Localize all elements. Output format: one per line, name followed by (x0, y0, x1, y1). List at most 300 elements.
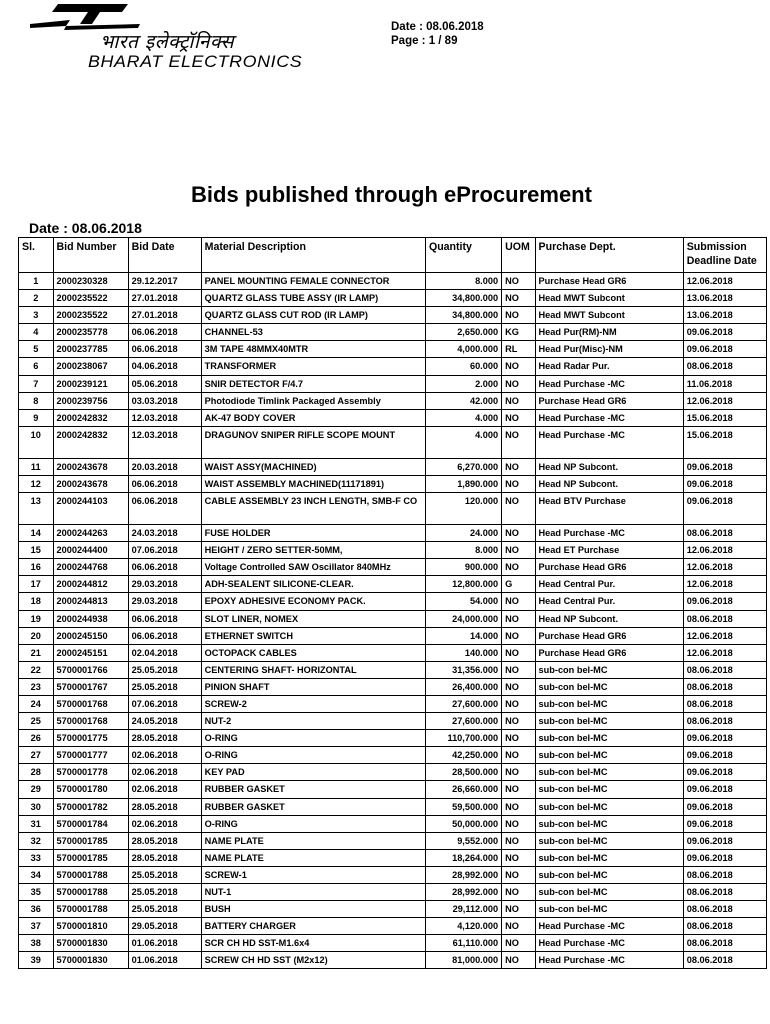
table-row (19, 576, 767, 593)
cell-quantity: 54.000 (425, 593, 501, 610)
cell-purchase-dept: Head NP Subcont. (535, 610, 683, 627)
page-title: Bids published through eProcurement (191, 182, 592, 207)
cell-purchase-dept: sub-con bel-MC (535, 832, 683, 849)
cell-purchase-dept: Head Pur(Misc)-NM (535, 341, 683, 358)
cell-bid-date: 25.05.2018 (128, 678, 201, 695)
cell-bid-date: 29.05.2018 (128, 918, 201, 935)
cell-quantity: 9,552.000 (425, 832, 501, 849)
header-date: Date : 08.06.2018 (391, 21, 484, 33)
cell-material-description: TRANSFORMER (201, 358, 425, 375)
cell-quantity: 4.000 (425, 409, 501, 426)
table-row (19, 426, 767, 458)
table-row (19, 918, 767, 935)
cell-uom: NO (502, 713, 535, 730)
cell-submission-deadline: 08.06.2018 (683, 952, 766, 969)
cell-quantity: 31,356.000 (425, 661, 501, 678)
cell-sl: 36 (19, 901, 54, 918)
cell-bid-date: 24.05.2018 (128, 713, 201, 730)
cell-material-description: O-RING (201, 747, 425, 764)
cell-quantity: 900.000 (425, 559, 501, 576)
cell-sl: 31 (19, 815, 54, 832)
table-row (19, 644, 767, 661)
cell-purchase-dept: sub-con bel-MC (535, 901, 683, 918)
header-submission-deadline: Submission Deadline Date (683, 238, 766, 273)
header-purchase-dept: Purchase Dept. (535, 238, 683, 273)
table-row (19, 798, 767, 815)
cell-sl: 23 (19, 678, 54, 695)
cell-uom: NO (502, 559, 535, 576)
table-row (19, 610, 767, 627)
cell-submission-deadline: 11.06.2018 (683, 375, 766, 392)
cell-bid-number: 2000244938 (53, 610, 128, 627)
cell-submission-deadline: 15.06.2018 (683, 409, 766, 426)
header-quantity: Quantity (425, 238, 501, 273)
cell-material-description: KEY PAD (201, 764, 425, 781)
cell-purchase-dept: Head NP Subcont. (535, 458, 683, 475)
cell-purchase-dept: Head Radar Pur. (535, 358, 683, 375)
cell-purchase-dept: Head NP Subcont. (535, 475, 683, 492)
cell-uom: NO (502, 832, 535, 849)
cell-bid-number: 2000244812 (53, 576, 128, 593)
cell-bid-date: 25.05.2018 (128, 661, 201, 678)
cell-quantity: 61,110.000 (425, 935, 501, 952)
table-row (19, 290, 767, 307)
cell-material-description: Voltage Controlled SAW Oscillator 840MHz (201, 559, 425, 576)
cell-bid-number: 5700001788 (53, 884, 128, 901)
cell-bid-date: 06.06.2018 (128, 341, 201, 358)
cell-purchase-dept: sub-con bel-MC (535, 678, 683, 695)
cell-purchase-dept: sub-con bel-MC (535, 815, 683, 832)
cell-bid-number: 5700001830 (53, 952, 128, 969)
cell-bid-date: 12.03.2018 (128, 426, 201, 458)
cell-material-description: FUSE HOLDER (201, 525, 425, 542)
cell-material-description: SLOT LINER, NOMEX (201, 610, 425, 627)
cell-material-description: DRAGUNOV SNIPER RIFLE SCOPE MOUNT (201, 426, 425, 458)
cell-purchase-dept: Purchase Head GR6 (535, 273, 683, 290)
cell-quantity: 34,800.000 (425, 307, 501, 324)
cell-quantity: 26,660.000 (425, 781, 501, 798)
cell-purchase-dept: Head Purchase -MC (535, 375, 683, 392)
table-row (19, 815, 767, 832)
cell-submission-deadline: 09.06.2018 (683, 730, 766, 747)
cell-bid-date: 06.06.2018 (128, 627, 201, 644)
cell-sl: 39 (19, 952, 54, 969)
cell-submission-deadline: 08.06.2018 (683, 935, 766, 952)
cell-sl: 16 (19, 559, 54, 576)
cell-bid-number: 2000239121 (53, 375, 128, 392)
cell-uom: NO (502, 764, 535, 781)
cell-purchase-dept: sub-con bel-MC (535, 781, 683, 798)
cell-purchase-dept: Purchase Head GR6 (535, 627, 683, 644)
table-row (19, 866, 767, 883)
cell-submission-deadline: 09.06.2018 (683, 781, 766, 798)
table-row (19, 781, 767, 798)
cell-purchase-dept: sub-con bel-MC (535, 798, 683, 815)
cell-bid-number: 2000242832 (53, 426, 128, 458)
cell-sl: 19 (19, 610, 54, 627)
bids-table (18, 237, 767, 969)
bel-logo (30, 4, 340, 74)
cell-purchase-dept: Purchase Head GR6 (535, 644, 683, 661)
cell-material-description: QUARTZ GLASS CUT ROD (IR LAMP) (201, 307, 425, 324)
cell-bid-date: 07.06.2018 (128, 542, 201, 559)
cell-sl: 15 (19, 542, 54, 559)
cell-quantity: 12,800.000 (425, 576, 501, 593)
logo-hindi-text: भारत इलेक्ट्रॉनिक्स (100, 31, 235, 53)
cell-submission-deadline: 09.06.2018 (683, 747, 766, 764)
cell-bid-number: 2000245150 (53, 627, 128, 644)
cell-bid-number: 5700001785 (53, 849, 128, 866)
cell-material-description: WAIST ASSY(MACHINED) (201, 458, 425, 475)
cell-material-description: WAIST ASSEMBLY MACHINED(11171891) (201, 475, 425, 492)
cell-purchase-dept: Head Purchase -MC (535, 525, 683, 542)
cell-submission-deadline: 13.06.2018 (683, 307, 766, 324)
cell-uom: NO (502, 644, 535, 661)
report-date: Date : 08.06.2018 (29, 220, 142, 236)
cell-purchase-dept: Head Pur(RM)-NM (535, 324, 683, 341)
cell-submission-deadline: 13.06.2018 (683, 290, 766, 307)
logo-english-text: BHARAT ELECTRONICS (88, 52, 303, 71)
cell-bid-number: 5700001830 (53, 935, 128, 952)
cell-uom: NO (502, 678, 535, 695)
cell-purchase-dept: sub-con bel-MC (535, 764, 683, 781)
cell-bid-number: 2000239756 (53, 392, 128, 409)
cell-bid-number: 2000243678 (53, 458, 128, 475)
cell-material-description: BUSH (201, 901, 425, 918)
cell-bid-date: 27.01.2018 (128, 290, 201, 307)
cell-material-description: 3M TAPE 48MMX40MTR (201, 341, 425, 358)
cell-quantity: 2.000 (425, 375, 501, 392)
cell-purchase-dept: Head ET Purchase (535, 542, 683, 559)
cell-material-description: PANEL MOUNTING FEMALE CONNECTOR (201, 273, 425, 290)
cell-bid-date: 02.04.2018 (128, 644, 201, 661)
cell-sl: 29 (19, 781, 54, 798)
table-row (19, 409, 767, 426)
cell-quantity: 29,112.000 (425, 901, 501, 918)
cell-purchase-dept: sub-con bel-MC (535, 884, 683, 901)
cell-quantity: 50,000.000 (425, 815, 501, 832)
cell-submission-deadline: 09.06.2018 (683, 849, 766, 866)
cell-bid-date: 29.03.2018 (128, 593, 201, 610)
cell-submission-deadline: 12.06.2018 (683, 542, 766, 559)
cell-quantity: 14.000 (425, 627, 501, 644)
cell-sl: 37 (19, 918, 54, 935)
cell-bid-number: 2000235522 (53, 290, 128, 307)
cell-quantity: 28,500.000 (425, 764, 501, 781)
cell-bid-number: 2000230328 (53, 273, 128, 290)
cell-bid-date: 28.05.2018 (128, 730, 201, 747)
cell-submission-deadline: 12.06.2018 (683, 559, 766, 576)
cell-submission-deadline: 08.06.2018 (683, 525, 766, 542)
cell-quantity: 110,700.000 (425, 730, 501, 747)
cell-uom: NO (502, 358, 535, 375)
cell-quantity: 27,600.000 (425, 695, 501, 712)
cell-uom: RL (502, 341, 535, 358)
table-row (19, 661, 767, 678)
cell-bid-number: 5700001785 (53, 832, 128, 849)
cell-bid-date: 05.06.2018 (128, 375, 201, 392)
table-row (19, 593, 767, 610)
cell-sl: 33 (19, 849, 54, 866)
cell-quantity: 24,000.000 (425, 610, 501, 627)
cell-bid-date: 24.03.2018 (128, 525, 201, 542)
cell-purchase-dept: Head Central Pur. (535, 576, 683, 593)
table-row (19, 747, 767, 764)
cell-uom: NO (502, 475, 535, 492)
table-row (19, 392, 767, 409)
cell-bid-number: 2000245151 (53, 644, 128, 661)
cell-uom: NO (502, 627, 535, 644)
cell-bid-number: 5700001810 (53, 918, 128, 935)
table-row (19, 832, 767, 849)
cell-bid-number: 2000244768 (53, 559, 128, 576)
cell-sl: 30 (19, 798, 54, 815)
table-body (19, 273, 767, 969)
cell-submission-deadline: 08.06.2018 (683, 918, 766, 935)
cell-purchase-dept: sub-con bel-MC (535, 730, 683, 747)
cell-quantity: 34,800.000 (425, 290, 501, 307)
cell-purchase-dept: Head Purchase -MC (535, 935, 683, 952)
cell-bid-number: 5700001777 (53, 747, 128, 764)
cell-submission-deadline: 08.06.2018 (683, 866, 766, 883)
cell-quantity: 4.000 (425, 426, 501, 458)
cell-submission-deadline: 09.06.2018 (683, 764, 766, 781)
cell-bid-date: 02.06.2018 (128, 764, 201, 781)
cell-material-description: NUT-1 (201, 884, 425, 901)
cell-submission-deadline: 12.06.2018 (683, 576, 766, 593)
cell-material-description: CHANNEL-53 (201, 324, 425, 341)
cell-bid-date: 06.06.2018 (128, 559, 201, 576)
cell-submission-deadline: 09.06.2018 (683, 815, 766, 832)
cell-sl: 5 (19, 341, 54, 358)
cell-uom: NO (502, 458, 535, 475)
cell-purchase-dept: sub-con bel-MC (535, 747, 683, 764)
cell-material-description: NUT-2 (201, 713, 425, 730)
cell-bid-date: 20.03.2018 (128, 458, 201, 475)
cell-material-description: OCTOPACK CABLES (201, 644, 425, 661)
cell-sl: 3 (19, 307, 54, 324)
cell-bid-number: 5700001775 (53, 730, 128, 747)
cell-bid-date: 25.05.2018 (128, 884, 201, 901)
cell-quantity: 8.000 (425, 542, 501, 559)
cell-sl: 10 (19, 426, 54, 458)
cell-quantity: 26,400.000 (425, 678, 501, 695)
cell-sl: 12 (19, 475, 54, 492)
cell-submission-deadline: 09.06.2018 (683, 458, 766, 475)
cell-bid-date: 06.06.2018 (128, 324, 201, 341)
cell-submission-deadline: 12.06.2018 (683, 644, 766, 661)
cell-submission-deadline: 08.06.2018 (683, 610, 766, 627)
cell-uom: NO (502, 307, 535, 324)
cell-material-description: SCREW-1 (201, 866, 425, 883)
cell-submission-deadline: 08.06.2018 (683, 713, 766, 730)
cell-uom: NO (502, 610, 535, 627)
cell-submission-deadline: 09.06.2018 (683, 493, 766, 525)
cell-quantity: 60.000 (425, 358, 501, 375)
cell-quantity: 28,992.000 (425, 884, 501, 901)
cell-purchase-dept: Head Purchase -MC (535, 952, 683, 969)
cell-purchase-dept: sub-con bel-MC (535, 661, 683, 678)
table-row (19, 341, 767, 358)
cell-uom: NO (502, 952, 535, 969)
cell-bid-number: 5700001788 (53, 866, 128, 883)
cell-sl: 28 (19, 764, 54, 781)
cell-uom: NO (502, 730, 535, 747)
cell-bid-number: 2000238067 (53, 358, 128, 375)
cell-purchase-dept: sub-con bel-MC (535, 713, 683, 730)
cell-sl: 22 (19, 661, 54, 678)
cell-uom: NO (502, 375, 535, 392)
cell-material-description: HEIGHT / ZERO SETTER-50MM, (201, 542, 425, 559)
cell-submission-deadline: 08.06.2018 (683, 678, 766, 695)
table-row (19, 678, 767, 695)
cell-bid-date: 02.06.2018 (128, 815, 201, 832)
table-row (19, 935, 767, 952)
table-row (19, 458, 767, 475)
cell-uom: NO (502, 884, 535, 901)
cell-submission-deadline: 15.06.2018 (683, 426, 766, 458)
cell-quantity: 2,650.000 (425, 324, 501, 341)
header-material-description: Material Description (201, 238, 425, 273)
cell-purchase-dept: sub-con bel-MC (535, 849, 683, 866)
cell-bid-date: 06.06.2018 (128, 475, 201, 492)
cell-sl: 6 (19, 358, 54, 375)
cell-bid-number: 5700001782 (53, 798, 128, 815)
cell-bid-number: 5700001766 (53, 661, 128, 678)
cell-sl: 13 (19, 493, 54, 525)
cell-bid-number: 2000244263 (53, 525, 128, 542)
cell-submission-deadline: 09.06.2018 (683, 475, 766, 492)
cell-bid-date: 29.12.2017 (128, 273, 201, 290)
cell-uom: NO (502, 273, 535, 290)
cell-uom: NO (502, 661, 535, 678)
cell-sl: 7 (19, 375, 54, 392)
cell-material-description: QUARTZ GLASS TUBE ASSY (IR LAMP) (201, 290, 425, 307)
cell-bid-date: 28.05.2018 (128, 849, 201, 866)
cell-material-description: ETHERNET SWITCH (201, 627, 425, 644)
cell-material-description: SCREW CH HD SST (M2x12) (201, 952, 425, 969)
cell-bid-number: 5700001784 (53, 815, 128, 832)
cell-bid-number: 2000244400 (53, 542, 128, 559)
cell-sl: 9 (19, 409, 54, 426)
table-row (19, 730, 767, 747)
cell-material-description: RUBBER GASKET (201, 781, 425, 798)
table-row (19, 525, 767, 542)
cell-quantity: 8.000 (425, 273, 501, 290)
cell-bid-number: 5700001780 (53, 781, 128, 798)
cell-material-description: RUBBER GASKET (201, 798, 425, 815)
cell-sl: 27 (19, 747, 54, 764)
cell-bid-date: 27.01.2018 (128, 307, 201, 324)
cell-sl: 11 (19, 458, 54, 475)
cell-bid-date: 06.06.2018 (128, 610, 201, 627)
cell-uom: G (502, 576, 535, 593)
cell-bid-date: 03.03.2018 (128, 392, 201, 409)
cell-material-description: PINION SHAFT (201, 678, 425, 695)
cell-purchase-dept: Head MWT Subcont (535, 307, 683, 324)
cell-bid-number: 2000244103 (53, 493, 128, 525)
cell-uom: NO (502, 542, 535, 559)
cell-sl: 20 (19, 627, 54, 644)
table-row (19, 542, 767, 559)
cell-quantity: 4,000.000 (425, 341, 501, 358)
cell-sl: 32 (19, 832, 54, 849)
cell-bid-date: 07.06.2018 (128, 695, 201, 712)
cell-material-description: O-RING (201, 730, 425, 747)
cell-bid-number: 2000235778 (53, 324, 128, 341)
cell-uom: NO (502, 426, 535, 458)
cell-bid-number: 2000237785 (53, 341, 128, 358)
cell-uom: NO (502, 781, 535, 798)
cell-submission-deadline: 08.06.2018 (683, 661, 766, 678)
cell-purchase-dept: Purchase Head GR6 (535, 559, 683, 576)
cell-quantity: 81,000.000 (425, 952, 501, 969)
cell-sl: 26 (19, 730, 54, 747)
header-sl: Sl. (19, 238, 54, 273)
cell-material-description: CABLE ASSEMBLY 23 INCH LENGTH, SMB-F CO (201, 493, 425, 525)
header-uom: UOM (502, 238, 535, 273)
cell-bid-number: 2000244813 (53, 593, 128, 610)
cell-uom: NO (502, 798, 535, 815)
cell-submission-deadline: 12.06.2018 (683, 392, 766, 409)
cell-uom: NO (502, 866, 535, 883)
cell-bid-number: 5700001778 (53, 764, 128, 781)
cell-submission-deadline: 08.06.2018 (683, 695, 766, 712)
cell-uom: NO (502, 935, 535, 952)
header-bid-date: Bid Date (128, 238, 201, 273)
cell-bid-date: 25.05.2018 (128, 901, 201, 918)
cell-material-description: AK-47 BODY COVER (201, 409, 425, 426)
cell-bid-date: 28.05.2018 (128, 832, 201, 849)
cell-submission-deadline: 09.06.2018 (683, 324, 766, 341)
cell-uom: NO (502, 918, 535, 935)
cell-quantity: 18,264.000 (425, 849, 501, 866)
cell-purchase-dept: Head MWT Subcont (535, 290, 683, 307)
cell-bid-number: 2000243678 (53, 475, 128, 492)
table-row (19, 273, 767, 290)
cell-uom: NO (502, 525, 535, 542)
cell-sl: 4 (19, 324, 54, 341)
cell-bid-number: 5700001768 (53, 695, 128, 712)
cell-sl: 25 (19, 713, 54, 730)
cell-bid-date: 04.06.2018 (128, 358, 201, 375)
cell-uom: NO (502, 493, 535, 525)
cell-quantity: 42,250.000 (425, 747, 501, 764)
cell-material-description: BATTERY CHARGER (201, 918, 425, 935)
cell-quantity: 27,600.000 (425, 713, 501, 730)
cell-material-description: EPOXY ADHESIVE ECONOMY PACK. (201, 593, 425, 610)
table-row (19, 849, 767, 866)
cell-submission-deadline: 08.06.2018 (683, 884, 766, 901)
cell-submission-deadline: 12.06.2018 (683, 627, 766, 644)
cell-material-description: CENTERING SHAFT- HORIZONTAL (201, 661, 425, 678)
cell-sl: 17 (19, 576, 54, 593)
cell-bid-number: 5700001768 (53, 713, 128, 730)
cell-purchase-dept: sub-con bel-MC (535, 866, 683, 883)
cell-bid-number: 5700001788 (53, 901, 128, 918)
cell-bid-date: 29.03.2018 (128, 576, 201, 593)
cell-sl: 1 (19, 273, 54, 290)
table-row (19, 307, 767, 324)
cell-purchase-dept: Head Purchase -MC (535, 918, 683, 935)
cell-bid-date: 25.05.2018 (128, 866, 201, 883)
cell-uom: NO (502, 695, 535, 712)
cell-uom: NO (502, 392, 535, 409)
table-row (19, 764, 767, 781)
cell-uom: KG (502, 324, 535, 341)
cell-quantity: 42.000 (425, 392, 501, 409)
cell-sl: 24 (19, 695, 54, 712)
